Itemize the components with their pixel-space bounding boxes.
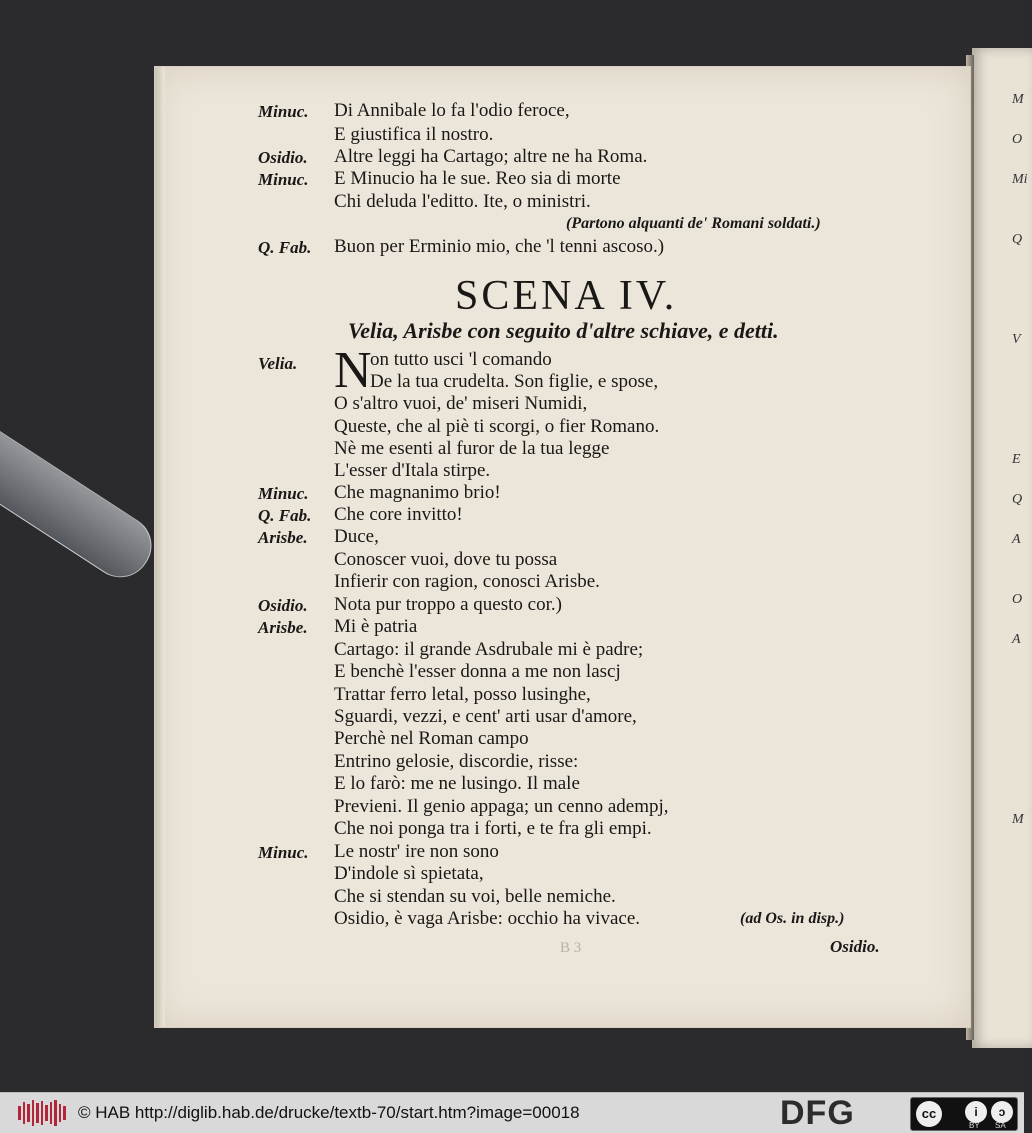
facing-page-mark: V (1012, 332, 1021, 347)
verse-line: Nota pur troppo a questo cor.) (334, 594, 562, 615)
speaker-label: Minuc. (258, 170, 309, 189)
share-alike-icon: ↄ (991, 1101, 1013, 1123)
verse-line: E giustifica il nostro. (334, 124, 494, 145)
verse-line: Previeni. Il genio appaga; un cenno adempj, (334, 796, 669, 817)
verse-line: Che si stendan su voi, belle nemiche. (334, 886, 616, 907)
scene-title: SCENA IV. (455, 273, 678, 319)
speaker-label: Arisbe. (258, 618, 308, 637)
verse-line: Che core invitto! (334, 504, 463, 525)
verse-line: L'esser d'Itala stirpe. (334, 460, 491, 481)
copyright-link[interactable]: © HAB http://diglib.hab.de/drucke/textb-70/start.htm?image=00018 (78, 1103, 580, 1122)
speaker-label: Osidio. (258, 148, 308, 167)
verse-line: De la tua crudelta. Son figlie, e spose, (370, 371, 659, 392)
verse-line: O s'altro vuoi, de' miseri Numidi, (334, 393, 588, 414)
cc-license-badge[interactable] (910, 1097, 1018, 1131)
hab-logo-icon[interactable] (18, 1099, 66, 1127)
cc-icon: cc (916, 1101, 942, 1127)
scene-subtitle: Velia, Arisbe con seguito d'altre schiave, e detti. (348, 318, 779, 343)
verse-line: Che noi ponga tra i forti, e te fra gli empi. (334, 818, 652, 839)
facing-page-mark: O (1012, 132, 1023, 147)
verse-line: E Minucio ha le sue. Reo sia di morte (334, 168, 621, 189)
speaker-label: Minuc. (258, 843, 309, 862)
cc-sa-label: SA (995, 1121, 1006, 1130)
verse-line: Perchè nel Roman campo (334, 728, 529, 749)
speaker-label: Arisbe. (258, 528, 308, 547)
facing-page-mark: E (1012, 452, 1021, 467)
facing-page-mark: O (1012, 592, 1023, 607)
verse-line: Duce, (334, 526, 379, 547)
verse-line: Infierir con ragion, conosci Arisbe. (334, 571, 600, 592)
dfg-logo[interactable]: DFG (780, 1094, 855, 1132)
verse-line: E lo farò: me ne lusingo. Il male (334, 773, 580, 794)
verse-line: Mi è patria (334, 616, 418, 637)
speaker-label: Q. Fab. (258, 238, 312, 257)
verse-line: Queste, che al piè ti scorgi, o fier Romano. (334, 416, 660, 437)
attribution-icon: i (965, 1101, 987, 1123)
verse-line: Osidio, è vaga Arisbe: occhio ha vivace. (334, 908, 641, 929)
verse-line: Chi deluda l'editto. Ite, o ministri. (334, 191, 591, 212)
cc-by-label: BY (969, 1121, 980, 1130)
verse-line: Trattar ferro letal, posso lusinghe, (334, 684, 591, 705)
verse-line: Cartago: il grande Asdrubale mi è padre; (334, 639, 644, 660)
verse-line: D'indole sì spietata, (334, 863, 484, 884)
verse-line: Altre leggi ha Cartago; altre ne ha Roma. (334, 146, 648, 167)
page-holder-strip (0, 405, 163, 589)
facing-page-mark: Q (1012, 492, 1023, 507)
verse-line: Conoscer vuoi, dove tu possa (334, 549, 558, 570)
verse-line: Entrino gelosie, discordie, risse: (334, 751, 579, 772)
speaker-label: Osidio. (258, 596, 308, 615)
facing-page-mark: Mi (1012, 172, 1028, 187)
verse-line: Nè me esenti al furor de la tua legge (334, 438, 610, 459)
speaker-label: Q. Fab. (258, 506, 312, 525)
verse-line: Che magnanimo brio! (334, 482, 501, 503)
verse-line: Di Annibale lo fa l'odio feroce, (334, 100, 570, 121)
facing-page-mark: M (1012, 812, 1024, 827)
verse-line: Sguardi, vezzi, e cent' arti usar d'amore, (334, 706, 637, 727)
verse-line: Buon per Erminio mio, che 'l tenni ascoso.) (334, 236, 665, 257)
facing-page-mark: A (1012, 532, 1021, 547)
facing-page-mark: A (1012, 632, 1021, 647)
catchword: Osidio. (830, 937, 880, 956)
verse-line: Le nostr' ire non sono (334, 841, 499, 862)
stage-direction: (ad Os. in disp.) (740, 910, 845, 927)
speaker-label: Minuc. (258, 102, 309, 121)
viewer-footer (0, 1092, 1024, 1133)
facing-page-margin (1012, 80, 1028, 840)
page-edge-shadow (155, 67, 165, 1027)
verse-line: on tutto usci 'l comando (370, 349, 552, 370)
facing-page-mark: M (1012, 92, 1024, 107)
speaker-label: Minuc. (258, 484, 309, 503)
drop-cap: N (334, 342, 372, 399)
stage-direction: (Partono alquanti de' Romani soldati.) (566, 215, 821, 232)
signature-mark: B 3 (560, 940, 582, 956)
speaker-label: Velia. (258, 354, 298, 373)
verse-line: E benchè l'esser donna a me non lascj (334, 661, 621, 682)
facing-page-mark: Q (1012, 232, 1023, 247)
